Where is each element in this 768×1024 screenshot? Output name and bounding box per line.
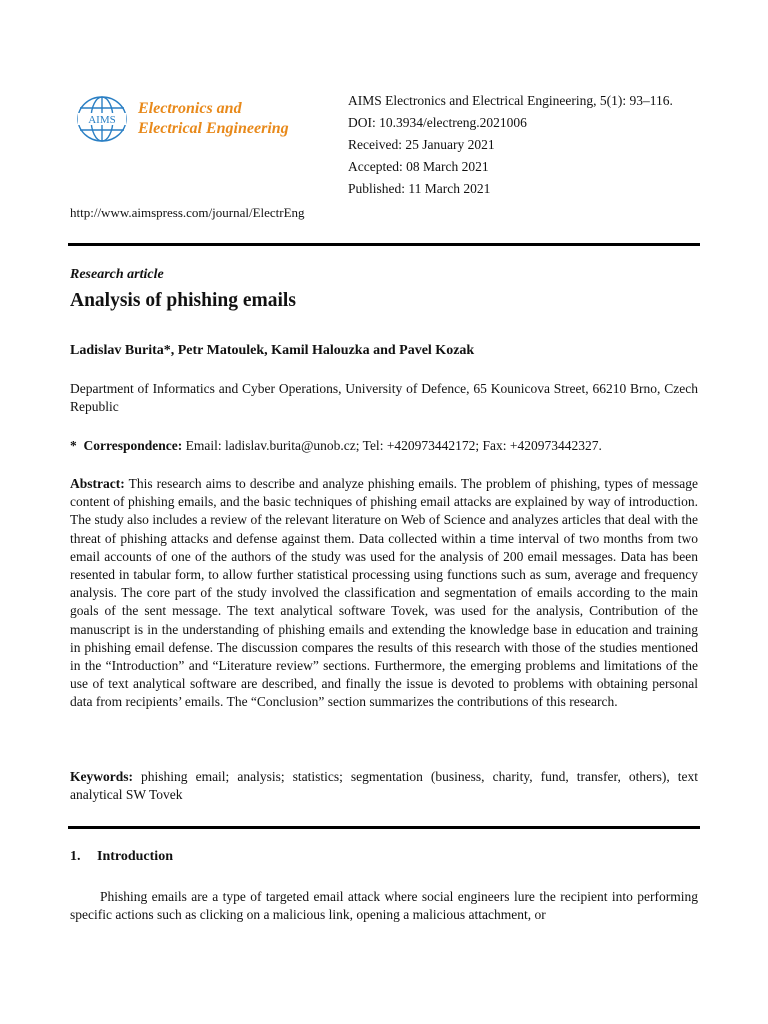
correspondence-label: Correspondence:	[83, 438, 183, 453]
section-heading-introduction	[70, 849, 173, 865]
logo-line-1: Electronics and	[138, 100, 242, 117]
published-date: Published: 11 March 2021	[348, 181, 491, 196]
logo-journal-name	[138, 99, 289, 139]
keywords-text: phishing email; analysis; statistics; segmentation (business, charity, fund, transfer, others), text analytical SW Tovek	[70, 769, 698, 803]
citation: AIMS Electronics and Electrical Engineering, 5(1): 93–116.	[348, 93, 673, 108]
journal-url[interactable]: http://www.aimspress.com/journal/ElectrEng	[70, 205, 305, 220]
keywords-label: Keywords:	[70, 769, 133, 784]
logo-line-2: Electrical Engineering	[138, 120, 289, 137]
doi[interactable]: DOI: 10.3934/electreng.2021006	[348, 115, 527, 130]
article-title: Analysis of phishing emails	[70, 290, 296, 311]
correspondence-text: Email: ladislav.burita@unob.cz; Tel: +420973442172; Fax: +420973442327.	[182, 438, 602, 453]
introduction-paragraph: Phishing emails are a type of targeted email attack where social engineers lure the recipient into performing specific actions such as clicking on a malicious link, opening a malicious attachment, or	[70, 889, 698, 923]
article-type: Research article	[70, 267, 164, 282]
affiliation: Department of Informatics and Cyber Operations, University of Defence, 65 Kounicova Street, 66210 Brno, Czech Republic	[70, 381, 698, 415]
received-date: Received: 25 January 2021	[348, 137, 495, 152]
correspondence-marker: *	[70, 438, 77, 453]
abstract-label: Abstract:	[70, 476, 125, 491]
abstract	[70, 475, 698, 712]
logo-badge-text: AIMS	[88, 114, 116, 126]
publication-meta	[348, 90, 673, 200]
section-number: 1.	[70, 849, 81, 864]
section-title: Introduction	[97, 849, 173, 864]
abstract-divider	[68, 826, 700, 829]
accepted-date: Accepted: 08 March 2021	[348, 159, 489, 174]
header-divider	[68, 243, 700, 246]
journal-logo	[74, 95, 314, 145]
correspondence	[70, 437, 698, 455]
aims-globe-icon	[74, 95, 130, 145]
abstract-text: This research aims to describe and analyze phishing emails. The problem of phishing, types of message content of phishing emails, and the basic techniques of phishing email attacks are explained by way of introduction. The study also includes a review of the relevant literature on Web of Science and analyzes articles that deal with the threat of phishing attacks and defense against them. Data collected within a time interval of two months from two email accounts of one of the authors of the study was used for the analysis of 200 email messages. Data has been resented in tabular form, to allow further statistical processing using functions such as sum, average and frequency analysis. The core part of the study involved the classification and segmentation of emails according to the main goals of the sent message. The text analytical software Tovek, was used for the analysis, Contribution of the manuscript is in the understanding of phishing emails and extending the knowledge base in education and training in phishing email defense. The discussion compares the results of this research with those of the studies mentioned in the “Introduction” and “Literature review” sections. Furthermore, the emerging problems and limitations of the use of text analytical software are described, and finally the issue is devoted to problems with obtaining personal data from recipients’ emails. The “Conclusion” section summarizes the contributions of this research.	[70, 476, 698, 710]
author-list: Ladislav Burita*, Petr Matoulek, Kamil Halouzka and Pavel Kozak	[70, 343, 475, 358]
keywords	[70, 768, 698, 804]
